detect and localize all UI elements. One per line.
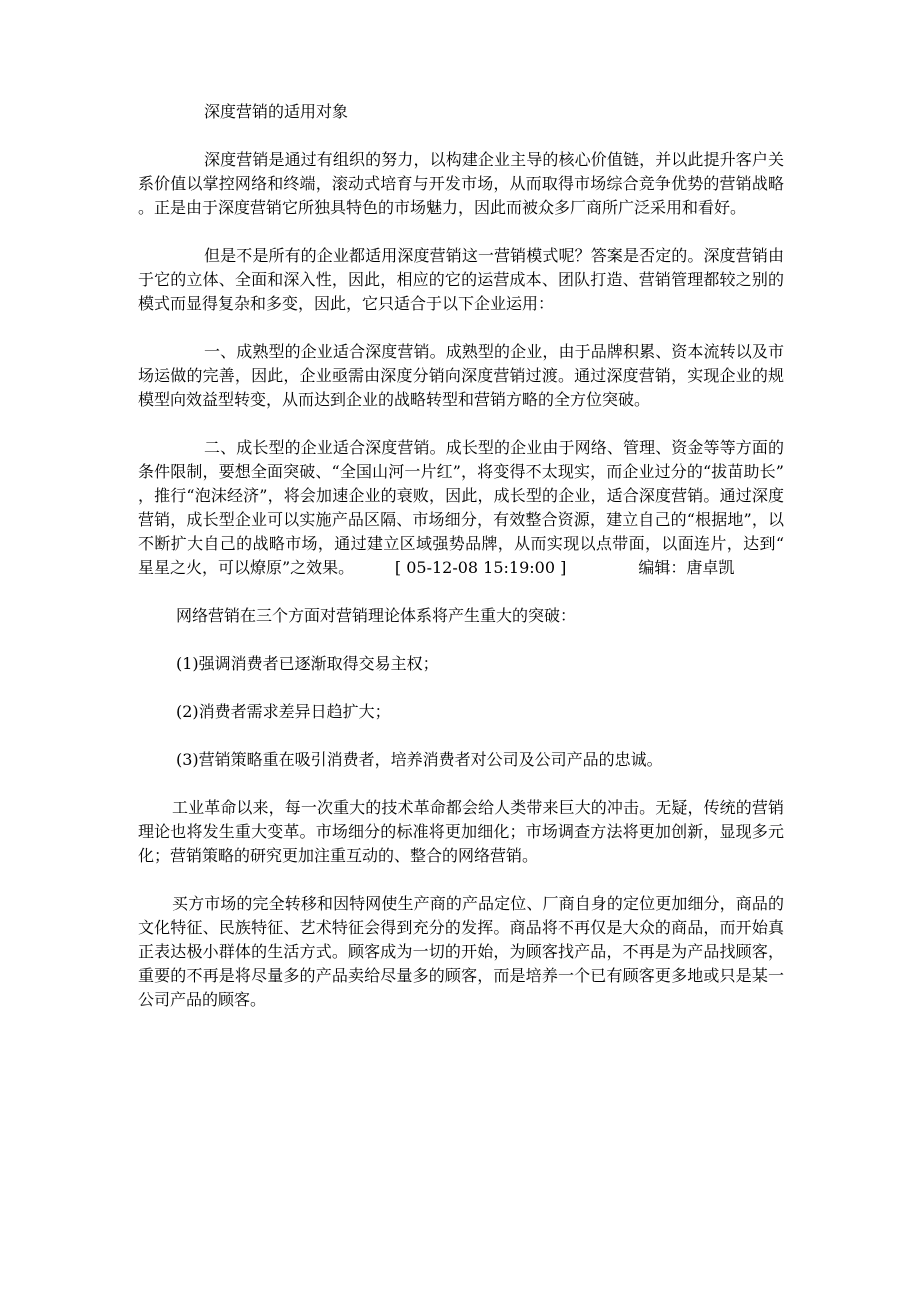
growing-enterprise-text: 二、成长型的企业适合深度营销。成长型的企业由于网络、管理、资金等等方面的条件限制，要想全面突破、“全国山河一片红”，将变得不太现实，而企业过分的“拔苗助长”，推行“泡沫经济”，将会加速企业的衰败，因此，成长型的企业，适合深度营销。通过深度营销，成长型企业可以实施产品区隔、市场细分，有效整合资源，建立自己的“根据地”，以不断扩大自己的战略市场，通过建立区域强势品牌，从而实现以点带面，以面连片，达到“星星之火，可以燎原”之效果。 <box>138 438 784 577</box>
paragraph-buyer-market: 买方市场的完全转移和因特网使生产商的产品定位、厂商自身的定位更加细分，商品的文化特征、民族特征、艺术特征会得到充分的发挥。商品将不再仅是大众的商品，而开始真正表达极小群体的生活方式。顾客成为一切的开始，为顾客找产品，不再是为产品找顾客，重要的不再是将尽量多的产品卖给尽量多的顾客，而是培养一个已有顾客更多地或只是某一公司产品的顾客。 <box>138 894 784 1009</box>
paragraph-mature-enterprise: 一、成熟型的企业适合深度营销。成熟型的企业，由于品牌积累、资本流转以及市场运做的完善，因此，企业亟需由深度分销向深度营销过渡。通过深度营销，实现企业的规模型向效益型转变，从而达到企业的战略转型和营销方略的全方位突破。 <box>138 342 784 409</box>
paragraph-network-marketing-intro: 网络营销在三个方面对营销理论体系将产生重大的突破： <box>176 606 577 625</box>
editor-credit: 编辑：唐卓凯 <box>638 558 735 577</box>
list-item-2: (2)消费者需求差异日趋扩大； <box>176 702 391 721</box>
paragraph-industrial-revolution: 工业革命以来，每一次重大的技术革命都会给人类带来巨大的冲击。无疑，传统的营销理论也将发生重大变革。市场细分的标准将更加细化；市场调查方法将更加创新，显现多元化；营销策略的研究更加注重互动的、整合的网络营销。 <box>138 798 784 865</box>
paragraph-growing-enterprise <box>138 436 784 580</box>
list-item-3: (3)营销策略重在吸引消费者，培养消费者对公司及公司产品的忠诚。 <box>176 750 663 769</box>
list-item-1: (1)强调消费者已逐渐取得交易主权； <box>176 654 439 673</box>
section-title: 深度营销的适用对象 <box>204 102 349 121</box>
paragraph-definition: 深度营销是通过有组织的努力，以构建企业主导的核心价值链，并以此提升客户关系价值以掌控网络和终端，滚动式培育与开发市场，从而取得市场综合竞争优势的营销战略。正是由于深度营销它所独具特色的市场魅力，因此而被众多厂商所广泛采用和看好。 <box>138 150 784 217</box>
paragraph-applicability: 但是不是所有的企业都适用深度营销这一营销模式呢？答案是否定的。深度营销由于它的立体、全面和深入性，因此，相应的它的运营成本、团队打造、营销管理都较之别的模式而显得复杂和多变，因此，它只适合于以下企业运用： <box>138 246 784 313</box>
publish-date: [ 05-12-08 15:19:00 ] <box>394 558 567 577</box>
document-body <box>138 100 784 1036</box>
